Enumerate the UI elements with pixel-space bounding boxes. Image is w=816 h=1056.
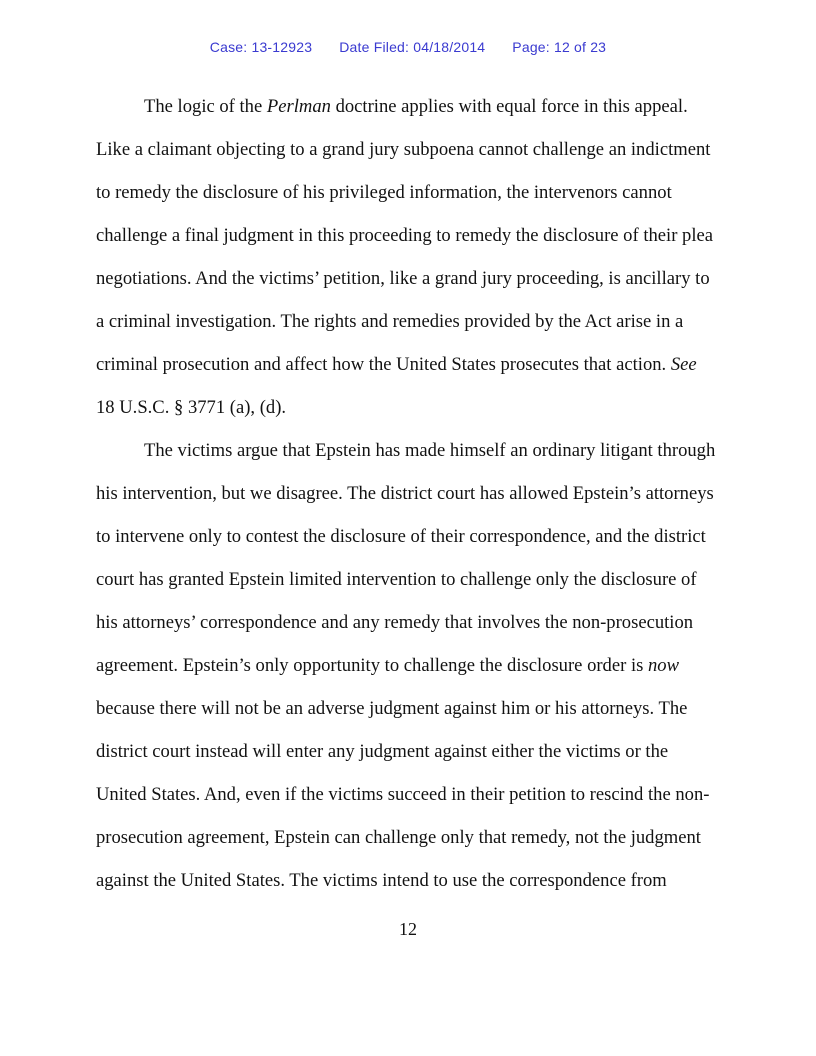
text-line xyxy=(96,128,724,171)
paragraph xyxy=(96,85,724,429)
case-number-label: Case: 13-12923 xyxy=(209,39,313,55)
page-indicator-label: Page: 12 of 23 xyxy=(512,39,607,55)
text-segment: challenge a final judgment in this proceeding to remedy the disclosure of their plea xyxy=(96,225,714,246)
text-segment: his intervention, but we disagree. The district court has allowed Epstein’s attorneys xyxy=(96,483,714,504)
text-line xyxy=(96,730,724,773)
text-segment: against the United States. The victims intend to use the correspondence from xyxy=(96,870,667,891)
text-segment: negotiations. And the victims’ petition, like a grand jury proceeding, is ancillary to xyxy=(96,268,710,289)
text-segment: court has granted Epstein limited intervention to challenge only the disclosure of xyxy=(96,569,697,590)
text-segment: United States. And, even if the victims succeed in their petition to rescind the non- xyxy=(96,784,710,805)
text-segment: his attorneys’ correspondence and any remedy that involves the non-prosecution xyxy=(96,612,694,633)
text-segment: because there will not be an adverse judgment against him or his attorneys. The xyxy=(96,698,688,719)
text-segment: district court instead will enter any judgment against either the victims or the xyxy=(96,741,669,762)
text-segment: to intervene only to contest the disclosure of their correspondence, and the district xyxy=(96,526,706,547)
text-segment: The logic of the xyxy=(144,96,267,117)
text-line xyxy=(96,386,724,429)
text-segment: 18 U.S.C. § 3771 (a), (d). xyxy=(96,397,287,418)
text-segment: doctrine applies with equal force in this appeal. xyxy=(330,96,688,117)
text-line xyxy=(96,558,724,601)
text-segment: agreement. Epstein’s only opportunity to challenge the disclosure order is xyxy=(96,655,648,676)
document-body xyxy=(96,85,724,902)
text-line xyxy=(96,343,724,386)
text-segment: to remedy the disclosure of his privileged information, the intervenors cannot xyxy=(96,182,672,203)
text-line xyxy=(96,816,724,859)
text-line xyxy=(96,472,724,515)
text-segment: prosecution agreement, Epstein can challenge only that remedy, not the judgment xyxy=(96,827,701,848)
text-line xyxy=(96,171,724,214)
paragraph xyxy=(96,429,724,902)
text-segment: See xyxy=(670,354,697,375)
text-line xyxy=(96,300,724,343)
page-number: 12 xyxy=(399,919,417,939)
text-segment: criminal prosecution and affect how the United States prosecutes that action. xyxy=(96,354,671,375)
text-segment: a criminal investigation. The rights and remedies provided by the Act arise in a xyxy=(96,311,684,332)
text-segment: The victims argue that Epstein has made himself an ordinary litigant through xyxy=(144,440,716,461)
text-segment: now xyxy=(648,655,679,676)
text-line xyxy=(96,214,724,257)
text-line xyxy=(96,85,724,128)
text-line xyxy=(96,515,724,558)
text-segment: Perlman xyxy=(266,96,331,117)
text-line xyxy=(96,773,724,816)
text-line xyxy=(96,859,724,902)
date-filed-label: Date Filed: 04/18/2014 xyxy=(339,39,486,55)
text-line xyxy=(96,687,724,730)
text-line xyxy=(96,644,724,687)
text-line xyxy=(96,601,724,644)
text-segment: Like a claimant objecting to a grand jury subpoena cannot challenge an indictment xyxy=(96,139,711,160)
text-line xyxy=(96,429,724,472)
text-line xyxy=(96,257,724,300)
pacer-header-stamp xyxy=(0,39,816,55)
